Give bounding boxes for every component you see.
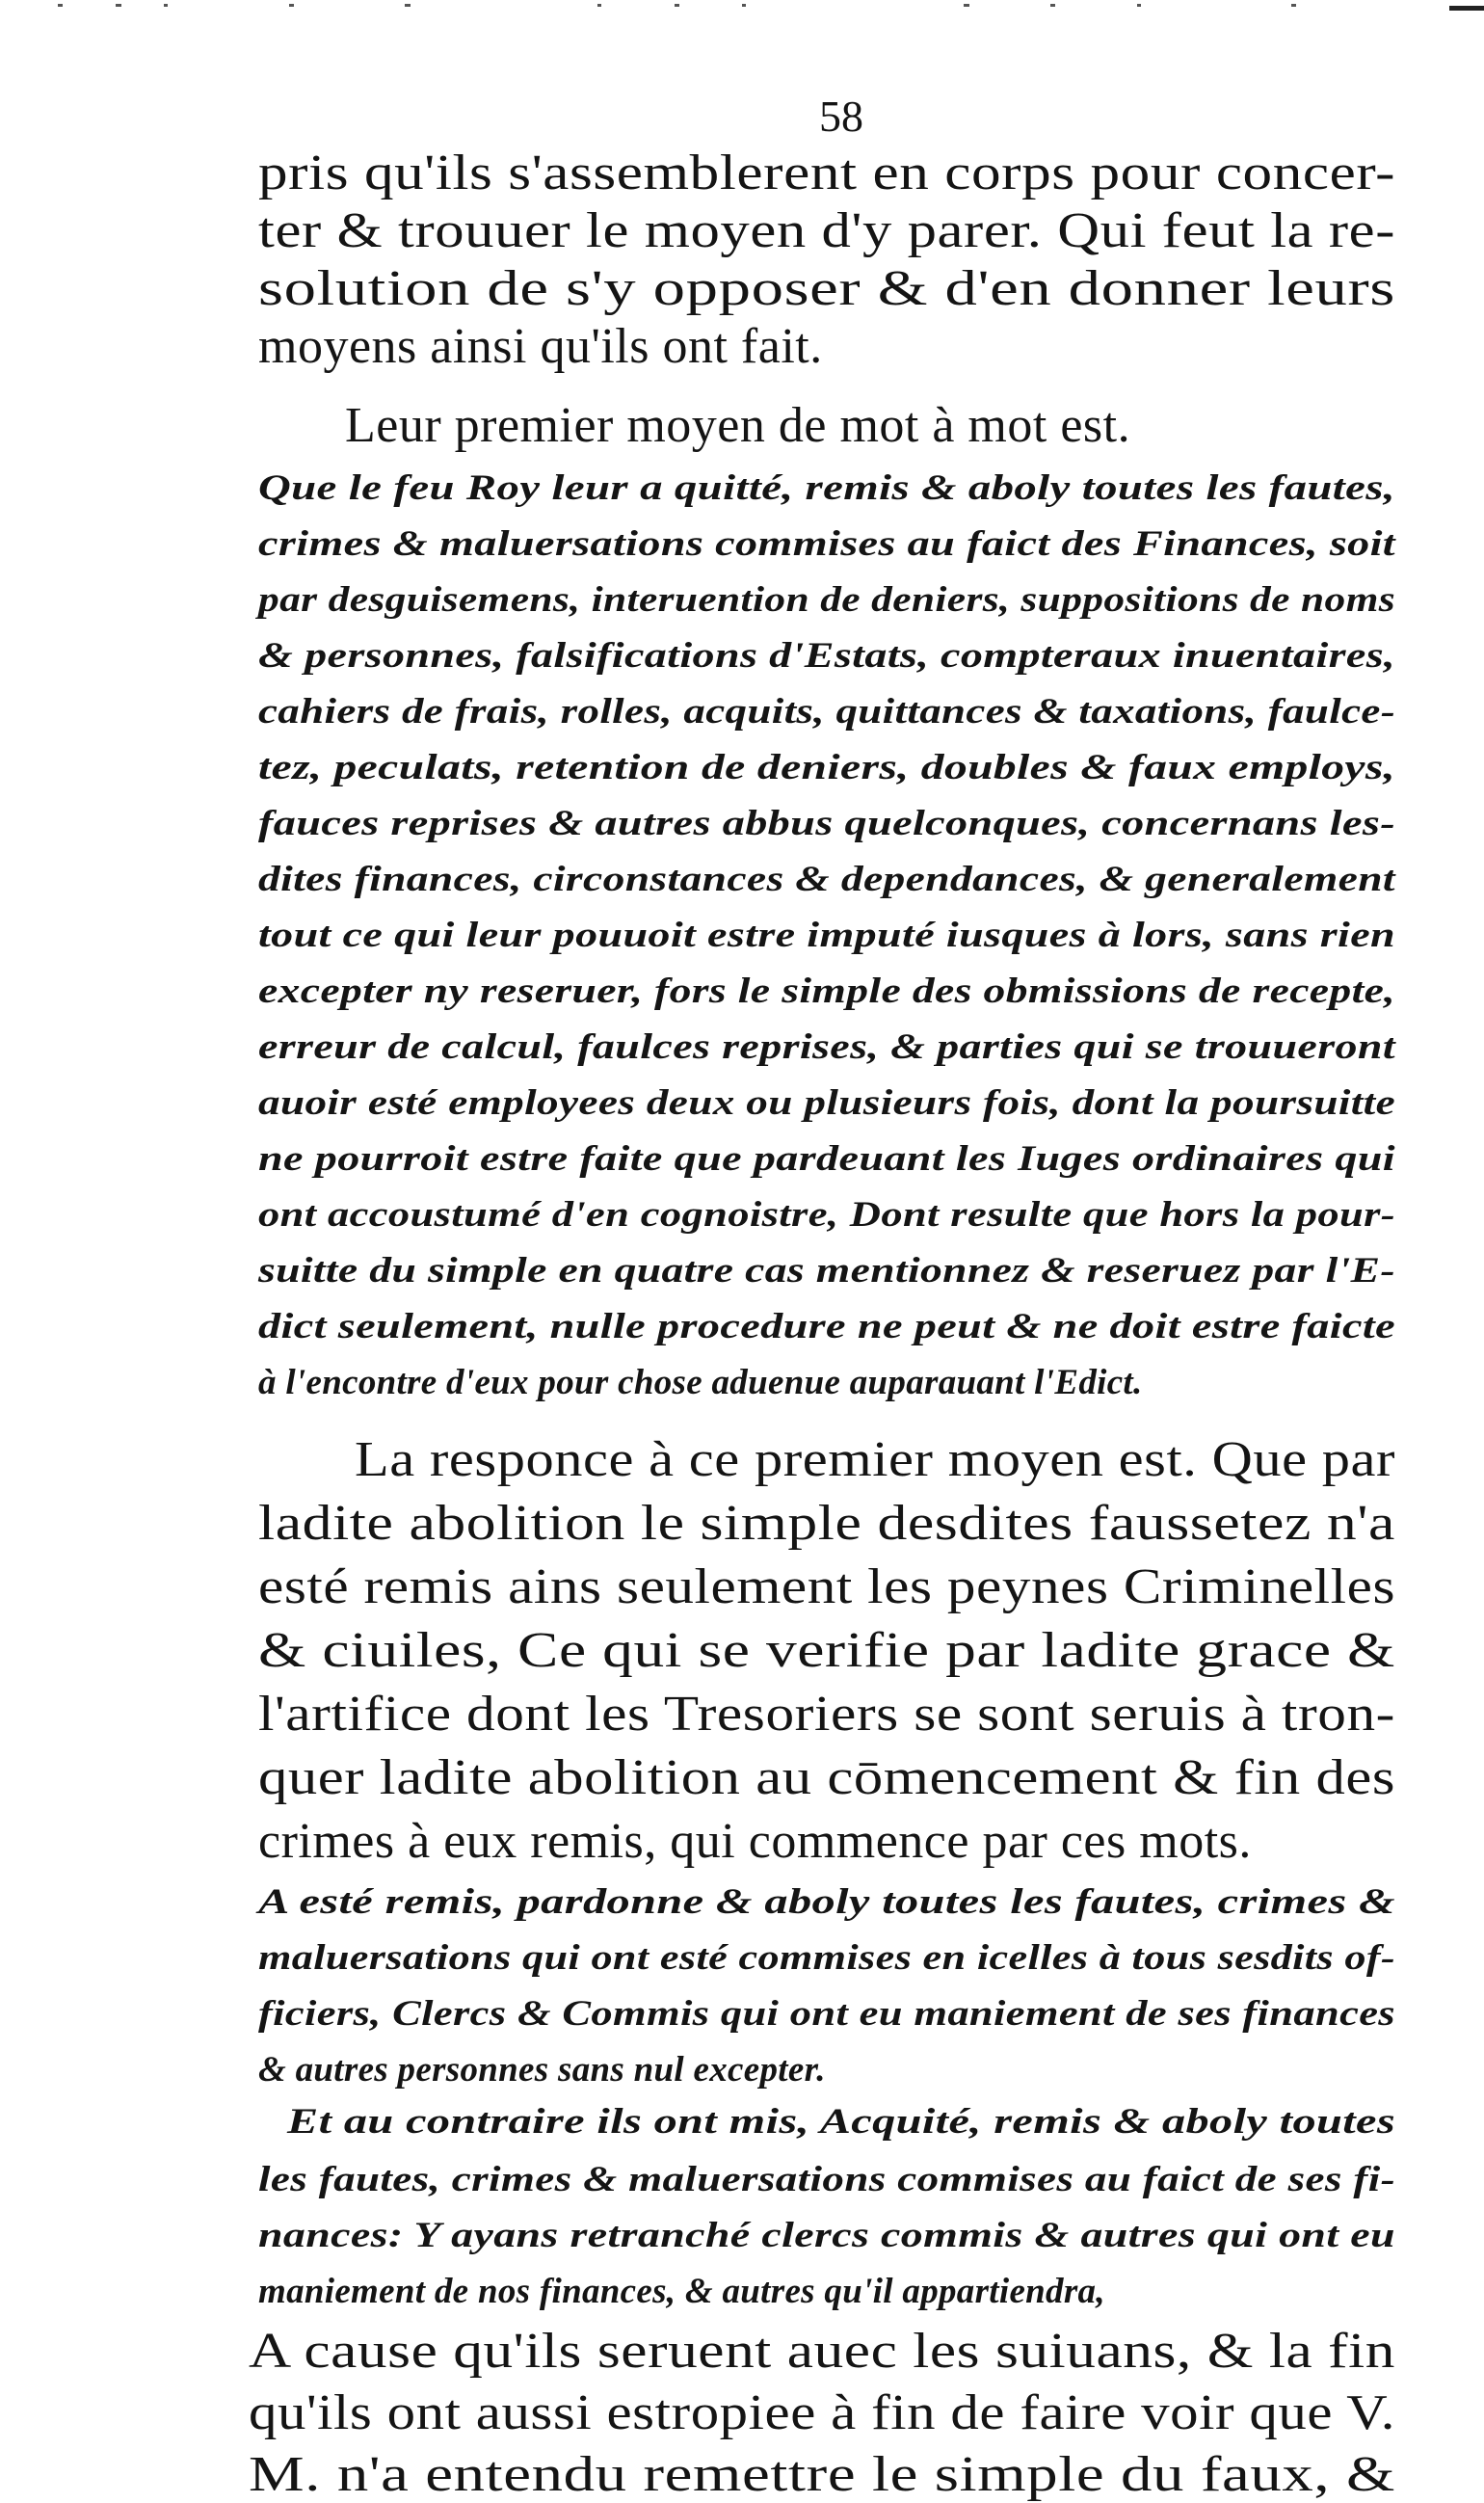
text-line: dict seulement, nulle procedure ne peut & ne doit estre faicte [258, 1307, 1396, 1346]
text-line: maniement de nos finances, & autres qu'il appartiendra, [258, 2272, 1105, 2311]
text-line: & personnes, falsifications d'Estats, compteraux inuentaires, [258, 636, 1395, 676]
text-line: Que le feu Roy leur a quitté, remis & aboly toutes les fautes, [258, 468, 1395, 508]
text-line: solution de s'y opposer & d'en donner leurs [258, 261, 1395, 316]
text-line: cahiers de frais, rolles, acquits, quittances & taxations, faulce- [258, 692, 1396, 732]
text-line: ter & trouuer le moyen d'y parer. Qui feut la re- [258, 203, 1395, 258]
text-line: par desguisemens, interuention de deniers, suppositions de noms [258, 580, 1396, 620]
text-line: A esté remis, pardonne & aboly toutes les fautes, crimes & [258, 1882, 1396, 1922]
text-line: moyens ainsi qu'ils ont fait. [258, 319, 823, 374]
text-line: dites finances, circonstances & dependances, & generalement [258, 860, 1395, 899]
text-line: nances: Y ayans retranché clercs commis & autres qui ont eu [258, 2216, 1395, 2255]
text-line: les fautes, crimes & maluersations commises au faict de ses fi- [258, 2160, 1395, 2199]
text-line: ne pourroit estre faite que pardeuant les Iuges ordinaires qui [258, 1139, 1395, 1179]
text-line: erreur de calcul, faulces reprises, & parties qui se trouueront [258, 1027, 1395, 1067]
top-edge-marks [0, 0, 1484, 10]
text-line: crimes & maluersations commises au faict des Finances, soit [258, 524, 1396, 564]
text-line: crimes à eux remis, qui commence par ces mots. [258, 1814, 1252, 1869]
text-line: l'artifice dont les Tresoriers se sont seruis à tron- [258, 1687, 1395, 1742]
text-line: & ciuiles, Ce qui se verifie par ladite grace & [258, 1623, 1395, 1678]
text-line: fauces reprises & autres abbus quelconques, concernans les- [258, 804, 1395, 843]
text-line: La responce à ce premier moyen est. Que par [355, 1432, 1396, 1487]
page-number: 58 [819, 92, 863, 141]
text-line: à l'encontre d'eux pour chose aduenue auparauant l'Edict. [258, 1363, 1143, 1402]
text-line: auoir esté employees deux ou plusieurs fois, dont la poursuitte [258, 1083, 1396, 1123]
text-line: ficiers, Clercs & Commis qui ont eu maniement de ses finances [258, 1994, 1395, 2034]
text-line: Et au contraire ils ont mis, Acquité, remis & aboly toutes [287, 2102, 1396, 2142]
text-line: tez, peculats, retention de deniers, doubles & faux employs, [258, 748, 1396, 787]
edge-mark [1449, 6, 1484, 11]
text-line: quer ladite abolition au cōmencement & fin des [258, 1750, 1396, 1805]
text-line: excepter ny reseruer, fors le simple des obmissions de recepte, [258, 972, 1396, 1011]
text-line: esté remis ains seulement les peynes Criminelles [258, 1559, 1396, 1614]
text-line: maluersations qui ont esté commises en icelles à tous sesdits of- [258, 1938, 1396, 1978]
text-line: ladite abolition le simple desdites faussetez n'a [258, 1496, 1395, 1551]
text-line: qu'ils ont aussi estropiee à fin de faire voir que V. [249, 2385, 1395, 2440]
text-line: & autres personnes sans nul excepter. [258, 2050, 826, 2090]
text-line: A cause qu'ils seruent auec les suiuans, & la fin [249, 2324, 1395, 2379]
text-line: tout ce qui leur pouuoit estre imputé iusques à lors, sans rien [258, 916, 1396, 955]
text-line: ont accoustumé d'en cognoistre, Dont resulte que hors la pour- [258, 1195, 1396, 1235]
text-line: Leur premier moyen de mot à mot est. [345, 398, 1131, 453]
text-line: pris qu'ils s'assemblerent en corps pour concer- [258, 146, 1396, 200]
text-line: M. n'a entendu remettre le simple du faux, & [249, 2447, 1396, 2502]
text-line: suitte du simple en quatre cas mentionnez & reseruez par l'E- [258, 1251, 1395, 1291]
